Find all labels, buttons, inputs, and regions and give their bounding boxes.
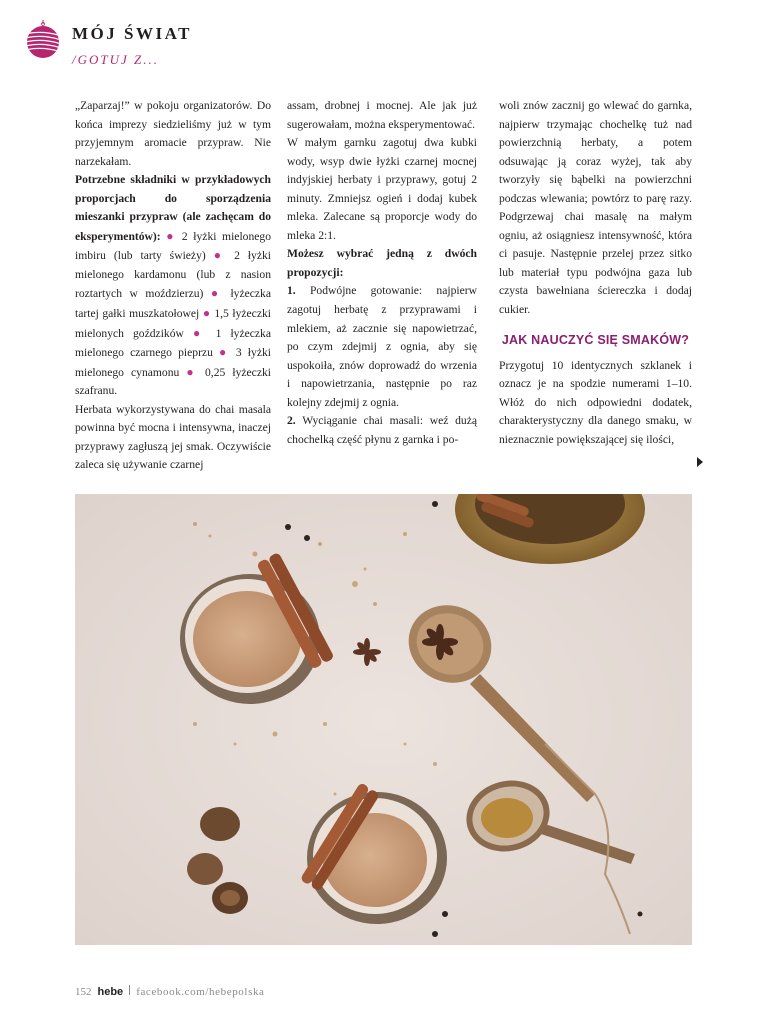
paragraph: woli znów zacznij go wlewać do garnka, najpierw trzymając chochelkę tuż nad powierzchnią herbaty, a potem odsuwając ją coraz wyżej, tak aby tworzyły się bąbelki na powierzchni podczas wlewania; powtórz to parę razy. Podgrzewaj chai masalę na małym ogniu, aż osiągniesz intensywność, która ci pasuje. Następnie przelej przez sitko lub materiał typu podwójna gaza lub czysta bawełniana ściereczka i dodaj cukier.: [499, 99, 692, 317]
facebook-url: facebook.com/hebepolska: [136, 986, 265, 998]
bullet-dot-icon: ●: [210, 286, 231, 301]
bullet-dot-icon: ●: [219, 345, 236, 360]
bullet-dot-icon: ●: [192, 325, 216, 340]
paragraph: Przygotuj 10 identycznych szklanek i oznacz je na spodzie numerami 1–10. Włóż do nich odpowiedni dodatek, charakterystyczny dla danego smaku, w nieznacznie powiększającej się ilości,: [499, 358, 692, 446]
paragraph: assam, drobnej i mocnej. Ale jak już sugerowałam, można eksperymentować.: [287, 99, 477, 131]
footer-divider: [129, 985, 130, 995]
ingredient-item: 0,25 łyżeczki szafranu.: [75, 365, 271, 398]
option-number: 2.: [287, 414, 296, 428]
ingredient-item: 2 łyżki mielonego kardamonu (lub z nasion roztartych w moździerzu): [75, 249, 271, 301]
ingredients-heading: Potrzebne składniki w przykładowych proporcjach do sporządzenia mieszanki przypraw (ale zachęcam do eksperymentów):: [75, 173, 271, 243]
ornament-ball-icon: [23, 20, 63, 60]
paragraph: W małym garnku zagotuj dwa kubki wody, wsyp dwie łyżki czarnej mocnej indyjskiej herbaty i przyprawy, gotuj 2 minuty. Zmniejsz ogień i dodaj kubek mleka. Zalecane są proporcje wody do mleka 2:1.: [287, 136, 477, 242]
ingredients-list: [75, 171, 271, 401]
page-footer: [75, 985, 265, 998]
section-subtitle: /GOTUJ Z...: [72, 52, 160, 67]
paragraph: Herbata wykorzystywana do chai masala powinna być mocna i intensywna, inaczej przyprawy zagłuszą jej smak. Oczywiście zaleca się używanie czarnej: [75, 402, 271, 472]
bullet-dot-icon: ●: [202, 306, 215, 321]
option-2: [287, 412, 477, 449]
ingredient-item: 3 łyżki mielonego cynamonu: [75, 346, 271, 379]
subheading: JAK NAUCZYĆ SIĘ SMAKÓW?: [501, 332, 690, 347]
ingredient-item: łyżeczka tartej gałki muszkatołowej: [75, 287, 271, 321]
option-text: Wyciąganie chai masali: weź dużą chochelką część płynu z garnka i po-: [287, 414, 477, 446]
continue-arrow-icon: [697, 457, 703, 467]
ingredient-item: 2 łyżki mielonego imbiru (lub tarty świeży): [75, 229, 271, 263]
option-1: [287, 282, 477, 412]
option-number: 1.: [287, 284, 296, 298]
text-column-3: [499, 97, 692, 449]
text-column-1: [75, 97, 271, 475]
bullet-dot-icon: ●: [186, 364, 205, 379]
ingredient-item: 1 łyżeczka mielonego czarnego pieprzu: [75, 326, 271, 360]
brand-logo: hebe: [97, 986, 124, 998]
paragraph: „Zaparzaj!” w pokoju organizatorów. Do końca imprezy siedzieliśmy już w tym przyjemnym aromacie przypraw. Nie narzekałam.: [75, 99, 271, 168]
options-heading: Możesz wybrać jedną z dwóch propozycji:: [287, 247, 477, 279]
text-column-2: [287, 97, 477, 449]
chai-photo: [75, 494, 692, 945]
bullet-dot-icon: ●: [213, 248, 235, 263]
option-text: Podwójne gotowanie: najpierw zagotuj herbatę z przyprawami i mlekiem, aż zacznie się napowietrzać, po czym zdejmij z ognia, aby się uspokoiła, znów doprowadź do wrzenia i napowietrzania, następnie po raz kolejny zdejmij z ognia.: [287, 284, 477, 409]
ingredient-item: 1,5 łyżeczki mielonych goździków: [75, 307, 271, 340]
bullet-dot-icon: ●: [166, 228, 182, 243]
page-number: 152: [75, 986, 92, 998]
section-title: MÓJ ŚWIAT: [72, 24, 192, 43]
